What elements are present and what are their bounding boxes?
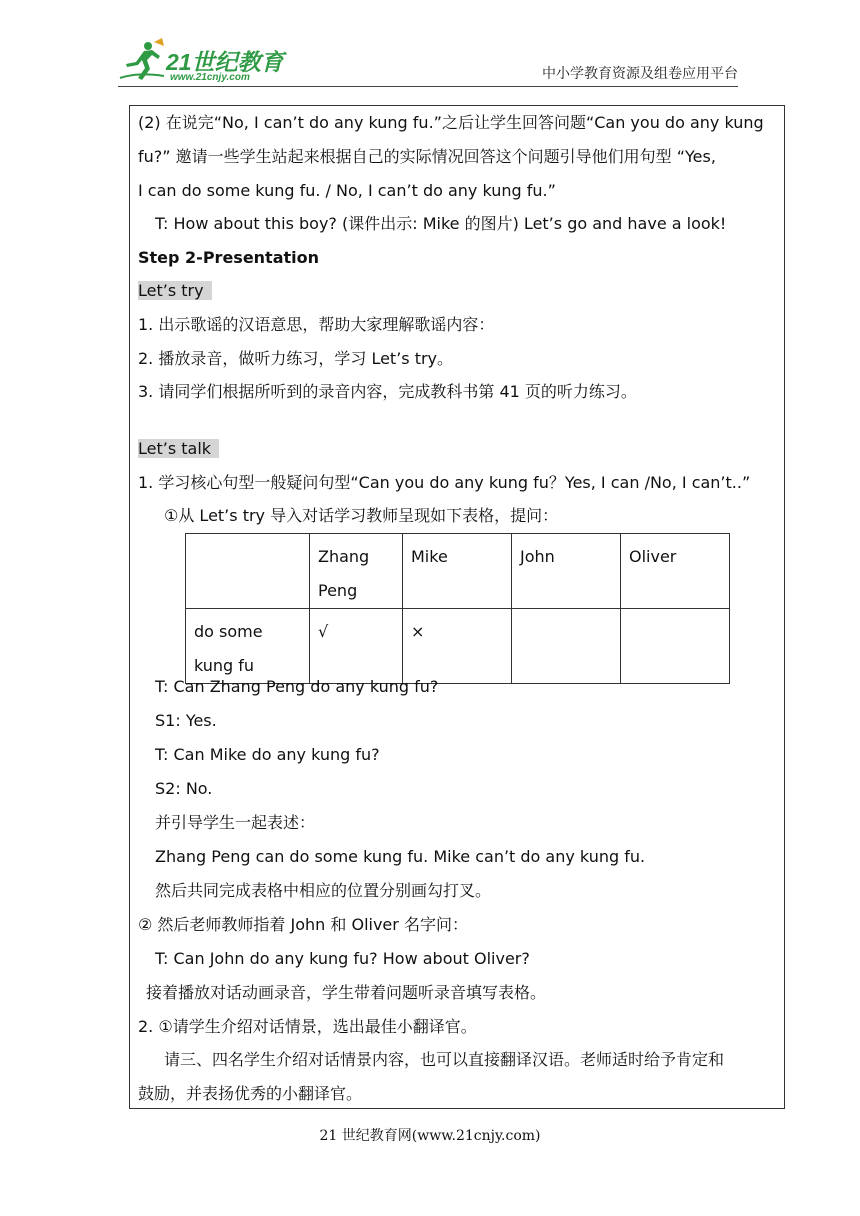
list-item: 3. 请同学们根据所听到的录音内容，完成教科书第 41 页的听力练习。 [138, 382, 637, 401]
list-item: 1. 出示歌谣的汉语意思，帮助大家理解歌谣内容： [138, 315, 495, 334]
table-cell: √ [310, 609, 403, 684]
paragraph-line: 请三、四名学生介绍对话情景内容，也可以直接翻译汉语。老师适时给予肯定和 [164, 1050, 725, 1069]
dialogue-line: T: Can Zhang Peng do any kung fu? [155, 677, 439, 696]
table-cell [621, 609, 730, 684]
section-heading: Step 2-Presentation [138, 248, 320, 267]
paragraph-line: 接着播放对话动画录音，学生带着问题听录音填写表格。 [146, 983, 547, 1002]
table-header-cell: Zhang Peng [310, 534, 403, 609]
table-header-cell: Mike [403, 534, 512, 609]
dialogue-line: T: Can John do any kung fu? How about Oliver? [155, 949, 530, 968]
dialogue-line: S1: Yes. [155, 711, 217, 730]
kung-fu-table [185, 533, 730, 684]
paragraph-line: 鼓励，并表扬优秀的小翻译官。 [138, 1084, 363, 1103]
table-cell: × [403, 609, 512, 684]
paragraph-line: Zhang Peng can do some kung fu. Mike can’t do any kung fu. [155, 847, 646, 866]
dialogue-line: S2: No. [155, 779, 213, 798]
list-item: ② 然后老师教师指着 John 和 Oliver 名字问： [138, 915, 468, 934]
table-header-cell: John [512, 534, 621, 609]
subsection-heading-lets-talk: Let’s talk [138, 439, 219, 458]
logo-brand: 21世纪教育 [166, 49, 284, 75]
paragraph-line: T: How about this boy? (课件出示: Mike 的图片) Let’s go and have a look! [155, 214, 727, 233]
table-cell [512, 609, 621, 684]
paragraph-line: 并引导学生一起表述： [155, 813, 316, 832]
table-row [186, 534, 730, 609]
page-footer: 21 世纪教育网(www.21cnjy.com) [319, 1128, 541, 1144]
header-platform-text: 中小学教育资源及组卷应用平台 [542, 66, 738, 82]
list-item: 1. 学习核心句型一般疑问句型“Can you do any kung fu？Yes, I can /No, I can’t..” [138, 473, 751, 492]
page-header [118, 38, 738, 86]
paragraph-line: 然后共同完成表格中相应的位置分别画勾打叉。 [155, 881, 492, 900]
runner-logo-icon [118, 38, 168, 86]
list-item: 2. ①请学生介绍对话情景，选出最佳小翻译官。 [138, 1017, 477, 1036]
logo-url: www.21cnjy.com [170, 72, 250, 83]
list-item: ①从 Let’s try 导入对话学习教师呈现如下表格，提问： [164, 506, 559, 525]
table-header-cell: Oliver [621, 534, 730, 609]
list-item: 2. 播放录音，做听力练习，学习 Let’s try。 [138, 349, 454, 368]
paragraph-line: (2) 在说完“No, I can’t do any kung fu.”之后让学生回答问题“Can you do any kung [138, 113, 764, 132]
table-row [186, 609, 730, 684]
dialogue-line: T: Can Mike do any kung fu? [155, 745, 380, 764]
paragraph-line: I can do some kung fu. / No, I can’t do any kung fu.” [138, 181, 556, 200]
subsection-heading-lets-try: Let’s try [138, 281, 212, 300]
paragraph-line: fu?” 邀请一些学生站起来根据自己的实际情况回答这个问题引导他们用句型 “Yes, [138, 147, 716, 166]
table-row-label: do some kung fu [186, 609, 310, 684]
header-divider [118, 86, 738, 87]
logo [118, 38, 288, 86]
table-header-cell [186, 534, 310, 609]
